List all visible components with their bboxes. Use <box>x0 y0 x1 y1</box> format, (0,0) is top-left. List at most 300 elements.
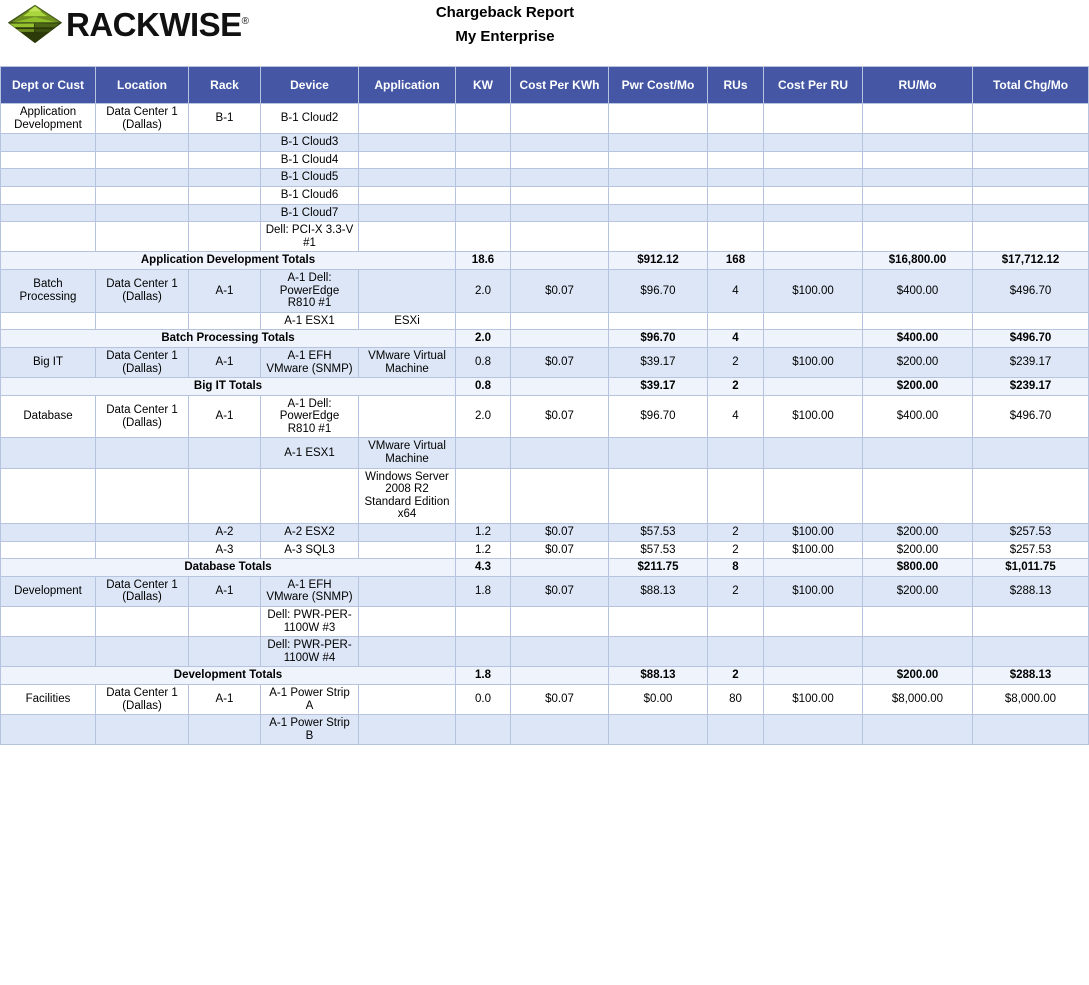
cell-cpru <box>764 312 863 330</box>
totals-cell-total: $1,011.75 <box>973 559 1089 577</box>
totals-cell-cpk <box>511 252 609 270</box>
cell-app: VMware Virtual Machine <box>359 438 456 468</box>
cell-rack <box>189 186 261 204</box>
cell-total <box>973 104 1089 134</box>
totals-cell-cpk <box>511 559 609 577</box>
cell-rus <box>708 438 764 468</box>
cell-rumo: $200.00 <box>863 524 973 542</box>
cell-kw: 1.2 <box>456 541 511 559</box>
cell-dev: A-1 EFH VMware (SNMP) <box>261 576 359 606</box>
cell-dev: A-1 EFH VMware (SNMP) <box>261 347 359 377</box>
cell-loc: Data Center 1 (Dallas) <box>96 104 189 134</box>
cell-cpru <box>764 637 863 667</box>
totals-cell-pwr: $211.75 <box>609 559 708 577</box>
cell-app <box>359 715 456 745</box>
cell-total: $257.53 <box>973 524 1089 542</box>
column-header-pwr[interactable]: Pwr Cost/Mo <box>609 67 708 104</box>
cell-cpk <box>511 468 609 523</box>
cell-app <box>359 395 456 438</box>
cell-loc: Data Center 1 (Dallas) <box>96 347 189 377</box>
totals-cell-kw: 0.8 <box>456 378 511 396</box>
cell-rack: A-1 <box>189 684 261 714</box>
cell-rack <box>189 715 261 745</box>
cell-pwr <box>609 312 708 330</box>
cell-loc <box>96 312 189 330</box>
cell-rack <box>189 204 261 222</box>
cell-dept <box>1 541 96 559</box>
cell-app <box>359 169 456 187</box>
cell-cpru: $100.00 <box>764 269 863 312</box>
table-row[interactable] <box>1 169 1089 187</box>
cell-dev: Dell: PCI-X 3.3-V #1 <box>261 222 359 252</box>
column-header-rumo[interactable]: RU/Mo <box>863 67 973 104</box>
cell-rumo <box>863 169 973 187</box>
cell-rus <box>708 607 764 637</box>
brand-wordmark-text: RACKWISE <box>66 5 242 43</box>
cell-pwr: $39.17 <box>609 347 708 377</box>
cell-rumo: $200.00 <box>863 576 973 606</box>
cell-kw <box>456 607 511 637</box>
cell-dept: Batch Processing <box>1 269 96 312</box>
table-row[interactable] <box>1 468 1089 523</box>
cell-total <box>973 151 1089 169</box>
table-totals-row <box>1 330 1089 348</box>
cell-rack: A-1 <box>189 395 261 438</box>
cell-rack: A-3 <box>189 541 261 559</box>
cell-kw <box>456 134 511 152</box>
table-totals-row <box>1 559 1089 577</box>
cell-dept <box>1 607 96 637</box>
cell-pwr <box>609 468 708 523</box>
cell-app <box>359 684 456 714</box>
cell-cpk <box>511 204 609 222</box>
cell-pwr: $88.13 <box>609 576 708 606</box>
table-row[interactable] <box>1 104 1089 134</box>
cell-cpru <box>764 468 863 523</box>
cell-rus: 2 <box>708 576 764 606</box>
brand-wordmark <box>66 5 249 43</box>
cell-dept <box>1 186 96 204</box>
cell-dev: Dell: PWR-PER-1100W #4 <box>261 637 359 667</box>
cell-rus <box>708 169 764 187</box>
cell-dev: Dell: PWR-PER-1100W #3 <box>261 607 359 637</box>
column-header-app[interactable]: Application <box>359 67 456 104</box>
cell-loc: Data Center 1 (Dallas) <box>96 395 189 438</box>
cell-rumo <box>863 715 973 745</box>
cell-pwr <box>609 186 708 204</box>
page-title: Chargeback Report <box>435 4 575 21</box>
cell-loc: Data Center 1 (Dallas) <box>96 576 189 606</box>
cell-rack <box>189 134 261 152</box>
registered-trademark-icon: ® <box>241 15 249 27</box>
cell-dept <box>1 134 96 152</box>
cell-rumo <box>863 134 973 152</box>
column-header-rack[interactable]: Rack <box>189 67 261 104</box>
totals-cell-kw: 2.0 <box>456 330 511 348</box>
table-totals-row <box>1 252 1089 270</box>
cell-loc <box>96 541 189 559</box>
table-row[interactable] <box>1 186 1089 204</box>
cell-pwr <box>609 438 708 468</box>
cell-dev: A-3 SQL3 <box>261 541 359 559</box>
cell-loc <box>96 524 189 542</box>
cell-app <box>359 576 456 606</box>
cell-cpru: $100.00 <box>764 347 863 377</box>
cell-cpk <box>511 637 609 667</box>
column-header-cpk[interactable]: Cost Per KWh <box>511 67 609 104</box>
cell-dev: B-1 Cloud7 <box>261 204 359 222</box>
totals-cell-rumo: $400.00 <box>863 330 973 348</box>
cell-total: $496.70 <box>973 395 1089 438</box>
table-head <box>1 67 1089 104</box>
table-totals-row <box>1 378 1089 396</box>
cell-cpk: $0.07 <box>511 347 609 377</box>
cell-rus <box>708 468 764 523</box>
column-header-dev[interactable]: Device <box>261 67 359 104</box>
cell-cpk <box>511 134 609 152</box>
totals-label: Big IT Totals <box>1 378 456 396</box>
cell-pwr <box>609 222 708 252</box>
totals-cell-cpk <box>511 378 609 396</box>
cell-rack <box>189 607 261 637</box>
totals-cell-rus: 168 <box>708 252 764 270</box>
totals-cell-cpru <box>764 330 863 348</box>
cell-cpk <box>511 151 609 169</box>
cell-cpk: $0.07 <box>511 684 609 714</box>
table-header-row <box>1 67 1089 104</box>
cell-dev <box>261 468 359 523</box>
cell-loc: Data Center 1 (Dallas) <box>96 684 189 714</box>
cell-cpru: $100.00 <box>764 395 863 438</box>
cell-dept: Database <box>1 395 96 438</box>
table-row[interactable] <box>1 312 1089 330</box>
cell-pwr: $57.53 <box>609 541 708 559</box>
totals-cell-rus: 2 <box>708 667 764 685</box>
cell-rumo: $400.00 <box>863 395 973 438</box>
cell-rack <box>189 468 261 523</box>
cell-cpk <box>511 312 609 330</box>
cell-cpk: $0.07 <box>511 524 609 542</box>
page-subtitle: My Enterprise <box>455 28 555 45</box>
cell-total <box>973 169 1089 187</box>
cell-dev: A-1 Dell: PowerEdge R810 #1 <box>261 269 359 312</box>
cell-cpk: $0.07 <box>511 395 609 438</box>
totals-cell-cpru <box>764 378 863 396</box>
cell-app <box>359 524 456 542</box>
cell-pwr: $57.53 <box>609 524 708 542</box>
cell-cpru <box>764 186 863 204</box>
cell-pwr: $96.70 <box>609 269 708 312</box>
totals-label: Development Totals <box>1 667 456 685</box>
cell-rumo <box>863 186 973 204</box>
cell-cpru <box>764 151 863 169</box>
totals-cell-kw: 18.6 <box>456 252 511 270</box>
table-row[interactable] <box>1 134 1089 152</box>
cell-rumo <box>863 637 973 667</box>
cell-rack <box>189 312 261 330</box>
cell-pwr <box>609 204 708 222</box>
totals-cell-kw: 1.8 <box>456 667 511 685</box>
cell-cpk <box>511 438 609 468</box>
cell-kw: 2.0 <box>456 269 511 312</box>
cell-kw: 1.2 <box>456 524 511 542</box>
column-header-total[interactable]: Total Chg/Mo <box>973 67 1089 104</box>
table-row[interactable] <box>1 222 1089 252</box>
cell-kw <box>456 715 511 745</box>
cell-app: Windows Server 2008 R2 Standard Edition x64 <box>359 468 456 523</box>
cell-dev: B-1 Cloud5 <box>261 169 359 187</box>
cell-dev: A-1 Dell: PowerEdge R810 #1 <box>261 395 359 438</box>
cell-dept <box>1 204 96 222</box>
cell-kw: 0.0 <box>456 684 511 714</box>
cell-rumo: $200.00 <box>863 347 973 377</box>
cell-dept <box>1 524 96 542</box>
column-header-kw[interactable]: KW <box>456 67 511 104</box>
cell-dev: A-1 ESX1 <box>261 438 359 468</box>
cell-total <box>973 186 1089 204</box>
totals-label: Application Development Totals <box>1 252 456 270</box>
cell-dept <box>1 468 96 523</box>
cell-cpk <box>511 104 609 134</box>
cell-cpru: $100.00 <box>764 684 863 714</box>
cell-cpk: $0.07 <box>511 576 609 606</box>
cell-dept <box>1 715 96 745</box>
cell-kw <box>456 104 511 134</box>
cell-dept: Facilities <box>1 684 96 714</box>
cell-dev: A-2 ESX2 <box>261 524 359 542</box>
totals-cell-cpk <box>511 667 609 685</box>
cell-app <box>359 186 456 204</box>
cell-app <box>359 222 456 252</box>
cell-rus: 4 <box>708 269 764 312</box>
cell-loc <box>96 438 189 468</box>
cell-loc <box>96 715 189 745</box>
cell-dev: A-1 Power Strip A <box>261 684 359 714</box>
totals-cell-pwr: $912.12 <box>609 252 708 270</box>
column-header-rus[interactable]: RUs <box>708 67 764 104</box>
cell-total <box>973 134 1089 152</box>
cell-dev: B-1 Cloud6 <box>261 186 359 204</box>
table-row[interactable] <box>1 269 1089 312</box>
cell-kw <box>456 151 511 169</box>
cell-pwr <box>609 607 708 637</box>
cell-dev: A-1 ESX1 <box>261 312 359 330</box>
cell-rumo <box>863 312 973 330</box>
cell-loc <box>96 204 189 222</box>
table-row[interactable] <box>1 607 1089 637</box>
cell-dept <box>1 222 96 252</box>
cell-total <box>973 204 1089 222</box>
cell-rack: A-1 <box>189 269 261 312</box>
cell-rack: A-2 <box>189 524 261 542</box>
cell-pwr <box>609 151 708 169</box>
cell-rus <box>708 151 764 169</box>
totals-cell-rus: 8 <box>708 559 764 577</box>
table-row[interactable] <box>1 395 1089 438</box>
cell-rus: 2 <box>708 524 764 542</box>
cell-rus: 2 <box>708 541 764 559</box>
cell-kw <box>456 312 511 330</box>
chargeback-table <box>0 66 1089 745</box>
cell-dept <box>1 637 96 667</box>
cell-cpru <box>764 104 863 134</box>
cell-loc <box>96 134 189 152</box>
cell-total: $257.53 <box>973 541 1089 559</box>
table-row[interactable] <box>1 715 1089 745</box>
table-row[interactable] <box>1 684 1089 714</box>
totals-cell-pwr: $39.17 <box>609 378 708 396</box>
cell-dev: B-1 Cloud2 <box>261 104 359 134</box>
cell-loc <box>96 468 189 523</box>
cell-total: $8,000.00 <box>973 684 1089 714</box>
cell-dept <box>1 312 96 330</box>
cell-app <box>359 269 456 312</box>
cell-cpru <box>764 204 863 222</box>
rackwise-pyramid-logo-icon <box>6 3 64 45</box>
cell-rumo <box>863 151 973 169</box>
cell-cpru <box>764 169 863 187</box>
totals-cell-cpru <box>764 559 863 577</box>
cell-rus: 80 <box>708 684 764 714</box>
cell-dev: B-1 Cloud4 <box>261 151 359 169</box>
cell-dev: A-1 Power Strip B <box>261 715 359 745</box>
cell-app <box>359 541 456 559</box>
cell-rus: 2 <box>708 347 764 377</box>
cell-cpru: $100.00 <box>764 541 863 559</box>
totals-cell-total: $496.70 <box>973 330 1089 348</box>
totals-cell-total: $288.13 <box>973 667 1089 685</box>
cell-total <box>973 468 1089 523</box>
totals-label: Batch Processing Totals <box>1 330 456 348</box>
cell-pwr <box>609 134 708 152</box>
cell-kw: 1.8 <box>456 576 511 606</box>
cell-total <box>973 637 1089 667</box>
table-row[interactable] <box>1 438 1089 468</box>
brand-logo <box>6 2 249 46</box>
table-row[interactable] <box>1 524 1089 542</box>
totals-cell-rumo: $200.00 <box>863 667 973 685</box>
cell-cpru <box>764 715 863 745</box>
cell-dept <box>1 151 96 169</box>
totals-cell-rumo: $200.00 <box>863 378 973 396</box>
cell-kw: 2.0 <box>456 395 511 438</box>
cell-dept: Development <box>1 576 96 606</box>
cell-dev: B-1 Cloud3 <box>261 134 359 152</box>
cell-total: $288.13 <box>973 576 1089 606</box>
cell-kw <box>456 169 511 187</box>
cell-cpk <box>511 169 609 187</box>
cell-app <box>359 151 456 169</box>
table-row[interactable] <box>1 151 1089 169</box>
cell-loc <box>96 222 189 252</box>
cell-app <box>359 637 456 667</box>
cell-rumo <box>863 438 973 468</box>
cell-cpk <box>511 222 609 252</box>
cell-loc <box>96 607 189 637</box>
cell-kw <box>456 637 511 667</box>
cell-cpru <box>764 222 863 252</box>
cell-rus <box>708 637 764 667</box>
totals-label: Database Totals <box>1 559 456 577</box>
table-row[interactable] <box>1 204 1089 222</box>
cell-rack: A-1 <box>189 347 261 377</box>
cell-total <box>973 312 1089 330</box>
cell-loc <box>96 169 189 187</box>
column-header-dept[interactable]: Dept or Cust <box>1 67 96 104</box>
totals-cell-rumo: $800.00 <box>863 559 973 577</box>
cell-total <box>973 222 1089 252</box>
cell-rack <box>189 438 261 468</box>
cell-rus <box>708 222 764 252</box>
cell-rumo <box>863 468 973 523</box>
cell-kw <box>456 468 511 523</box>
cell-loc <box>96 186 189 204</box>
cell-app <box>359 134 456 152</box>
cell-app: ESXi <box>359 312 456 330</box>
cell-pwr: $0.00 <box>609 684 708 714</box>
cell-rumo: $8,000.00 <box>863 684 973 714</box>
cell-total <box>973 715 1089 745</box>
cell-dept: Application Development <box>1 104 96 134</box>
cell-rack <box>189 222 261 252</box>
totals-cell-total: $17,712.12 <box>973 252 1089 270</box>
cell-pwr <box>609 104 708 134</box>
totals-cell-rus: 2 <box>708 378 764 396</box>
cell-cpru <box>764 134 863 152</box>
cell-rumo: $200.00 <box>863 541 973 559</box>
cell-kw <box>456 186 511 204</box>
cell-rus <box>708 715 764 745</box>
table-row[interactable] <box>1 347 1089 377</box>
cell-cpk <box>511 607 609 637</box>
cell-app <box>359 204 456 222</box>
table-body <box>1 104 1089 745</box>
totals-cell-total: $239.17 <box>973 378 1089 396</box>
cell-cpru: $100.00 <box>764 524 863 542</box>
cell-rus: 4 <box>708 395 764 438</box>
cell-rack: A-1 <box>189 576 261 606</box>
cell-cpk <box>511 715 609 745</box>
cell-rus <box>708 312 764 330</box>
cell-cpru: $100.00 <box>764 576 863 606</box>
column-header-cpru[interactable]: Cost Per RU <box>764 67 863 104</box>
cell-pwr <box>609 715 708 745</box>
cell-cpru <box>764 607 863 637</box>
cell-dept <box>1 438 96 468</box>
cell-pwr <box>609 169 708 187</box>
cell-rumo <box>863 204 973 222</box>
cell-rumo <box>863 104 973 134</box>
cell-total <box>973 438 1089 468</box>
table-row[interactable] <box>1 541 1089 559</box>
cell-total: $239.17 <box>973 347 1089 377</box>
cell-total: $496.70 <box>973 269 1089 312</box>
cell-dept <box>1 169 96 187</box>
table-row[interactable] <box>1 637 1089 667</box>
cell-rack <box>189 151 261 169</box>
cell-rack <box>189 637 261 667</box>
totals-cell-pwr: $96.70 <box>609 330 708 348</box>
cell-kw <box>456 222 511 252</box>
totals-cell-rus: 4 <box>708 330 764 348</box>
cell-total <box>973 607 1089 637</box>
cell-kw <box>456 438 511 468</box>
cell-pwr <box>609 637 708 667</box>
table-row[interactable] <box>1 576 1089 606</box>
cell-cpk: $0.07 <box>511 269 609 312</box>
column-header-loc[interactable]: Location <box>96 67 189 104</box>
cell-rus <box>708 204 764 222</box>
